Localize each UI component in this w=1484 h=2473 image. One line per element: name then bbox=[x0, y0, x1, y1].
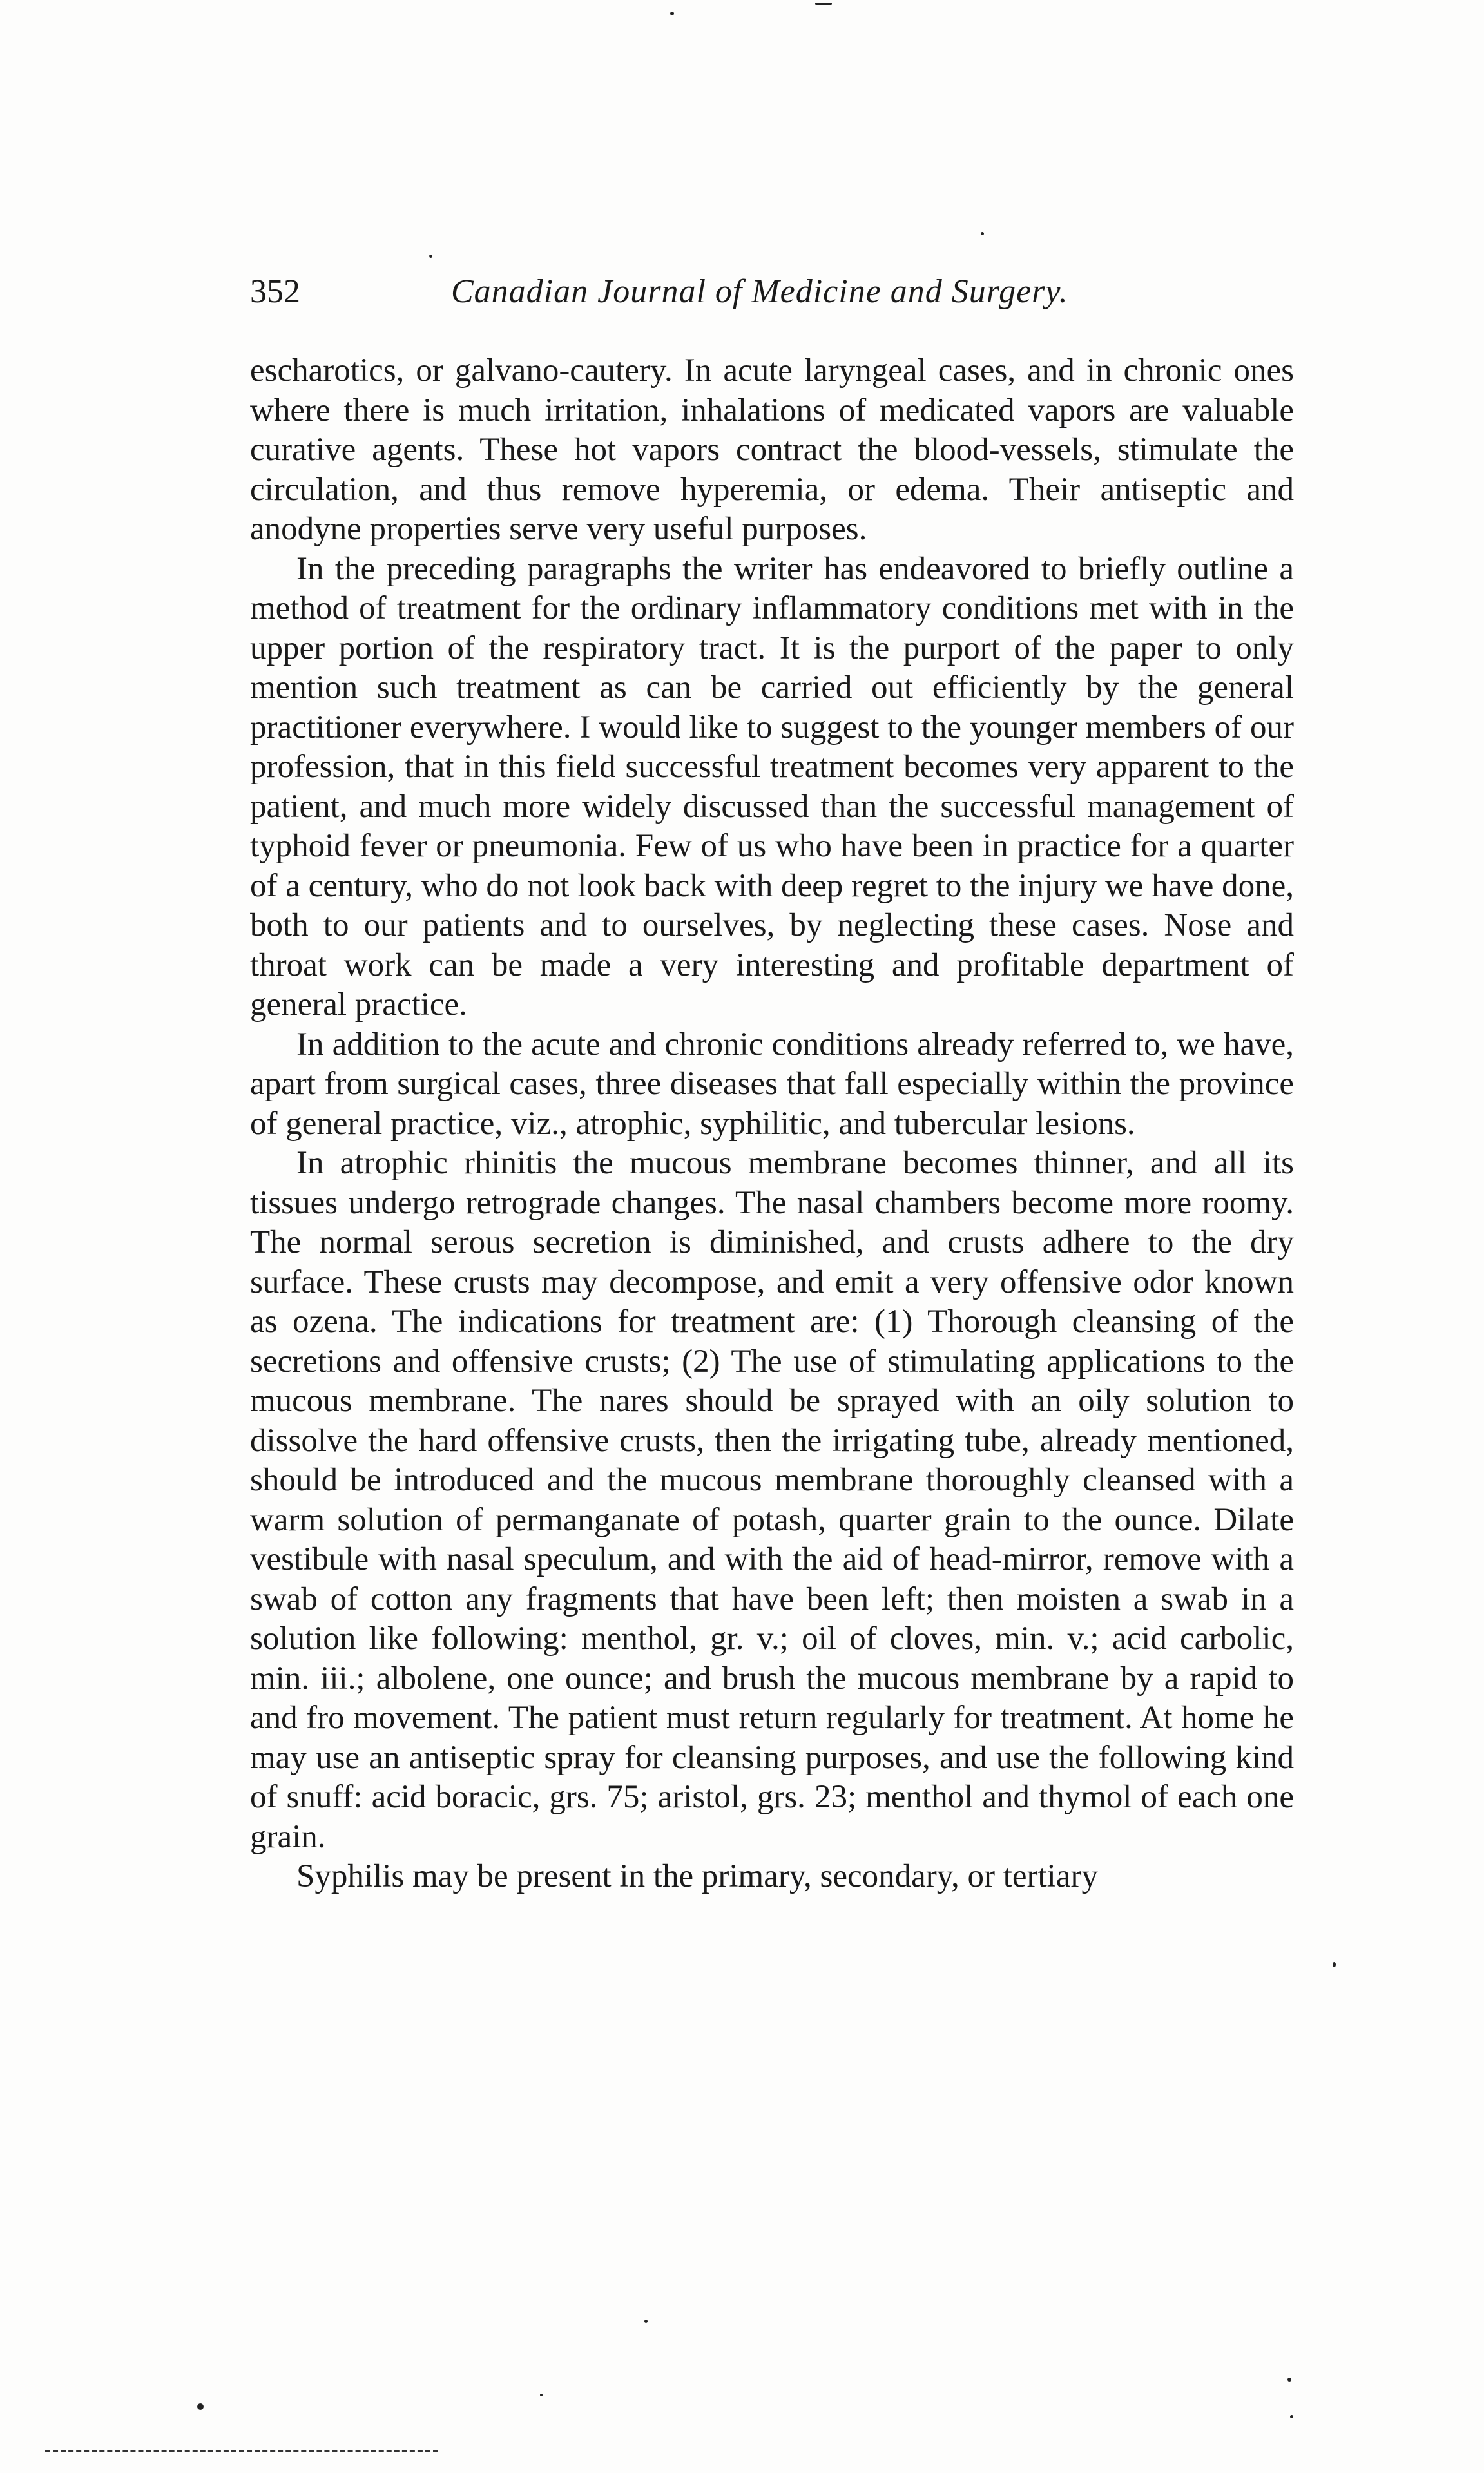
scan-speck bbox=[1290, 2415, 1293, 2418]
paragraph-atrophic-rhinitis: In atrophic rhinitis the mucous membrane becomes thinner, and all its tissues undergo retrograde changes. The nasal chambers become more roomy. The normal serous secretion is diminished, and crusts adhere to the dry surface. These crusts may decompose, and emit a very offensive odor known as ozena. The indications for treatment are: (1) Thorough cleansing of the secretions and offensive crusts; (2) The use of stimulating applications to the mucous membrane. The nares should be sprayed with an oily solution to dissolve the hard offensive crusts, then the irrigating tube, already mentioned, should be introduced and the mucous membrane thoroughly cleansed with a warm solution of permanganate of potash, quarter grain to the ounce. Dilate vestibule with nasal speculum, and with the aid of head-mirror, remove with a swab of cotton any fragments that have been left; then moisten a swab in a solution like following: menthol, gr. v.; oil of cloves, min. v.; acid carbolic, min. iii.; albolene, one ounce; and brush the mucous membrane by a rapid to and fro movement. The patient must return regularly for treatment. At home he may use an antiseptic spray for cleansing purposes, and use the following kind of snuff: acid boracic, grs. 75; aristol, grs. 23; menthol and thymol of each one grain. bbox=[250, 1145, 1294, 1855]
bottom-rule bbox=[45, 2450, 438, 2452]
journal-title: Canadian Journal of Medicine and Surgery. bbox=[451, 273, 1068, 310]
scan-speck bbox=[670, 12, 674, 15]
scan-speck bbox=[815, 3, 832, 5]
scan-speck bbox=[540, 2394, 543, 2396]
scan-speck bbox=[197, 2403, 204, 2410]
scan-speck bbox=[1333, 1962, 1336, 1967]
article-body bbox=[250, 351, 1294, 1897]
paragraph-continuation: escharotics, or galvano-cautery. In acute laryngeal cases, and in chronic ones where there is much irritation, inhalations of medicated vapors are valuable curative agents. These hot vapors contract the blood-vessels, stimulate the circulation, and thus remove hyperemia, or edema. Their antiseptic and anodyne properties serve very useful purposes. bbox=[250, 352, 1294, 547]
scan-speck bbox=[644, 2320, 648, 2323]
scan-speck bbox=[981, 232, 984, 235]
scan-speck bbox=[429, 255, 432, 258]
paragraph-three-diseases: In addition to the acute and chronic conditions already referred to, we have, apart from surgical cases, three diseases that fall especially within the province of general practice, viz., atrophic, syphilitic, and tubercular lesions. bbox=[250, 1026, 1294, 1142]
running-header bbox=[250, 269, 1294, 314]
scan-speck bbox=[1287, 2378, 1291, 2382]
page-number: 352 bbox=[250, 273, 300, 310]
paragraph-syphilis: Syphilis may be present in the primary, secondary, or tertiary bbox=[296, 1858, 1098, 1894]
paragraph-treatment-outline: In the preceding paragraphs the writer has endeavored to briefly outline a method of treatment for the ordinary inflammatory conditions met with in the upper portion of the respiratory tract. It is the purport of the paper to only mention such treatment as can be carried out efficiently by the general practitioner everywhere. I would like to suggest to the younger members of our profession, that in this field successful treatment becomes very apparent to the patient, and much more widely discussed than the successful management of typhoid fever or pneumonia. Few of us who have been in practice for a quarter of a century, who do not look back with deep regret to the injury we have done, both to our patients and to ourselves, by neglecting these cases. Nose and throat work can be made a very interesting and profitable department of general practice. bbox=[250, 550, 1294, 1023]
